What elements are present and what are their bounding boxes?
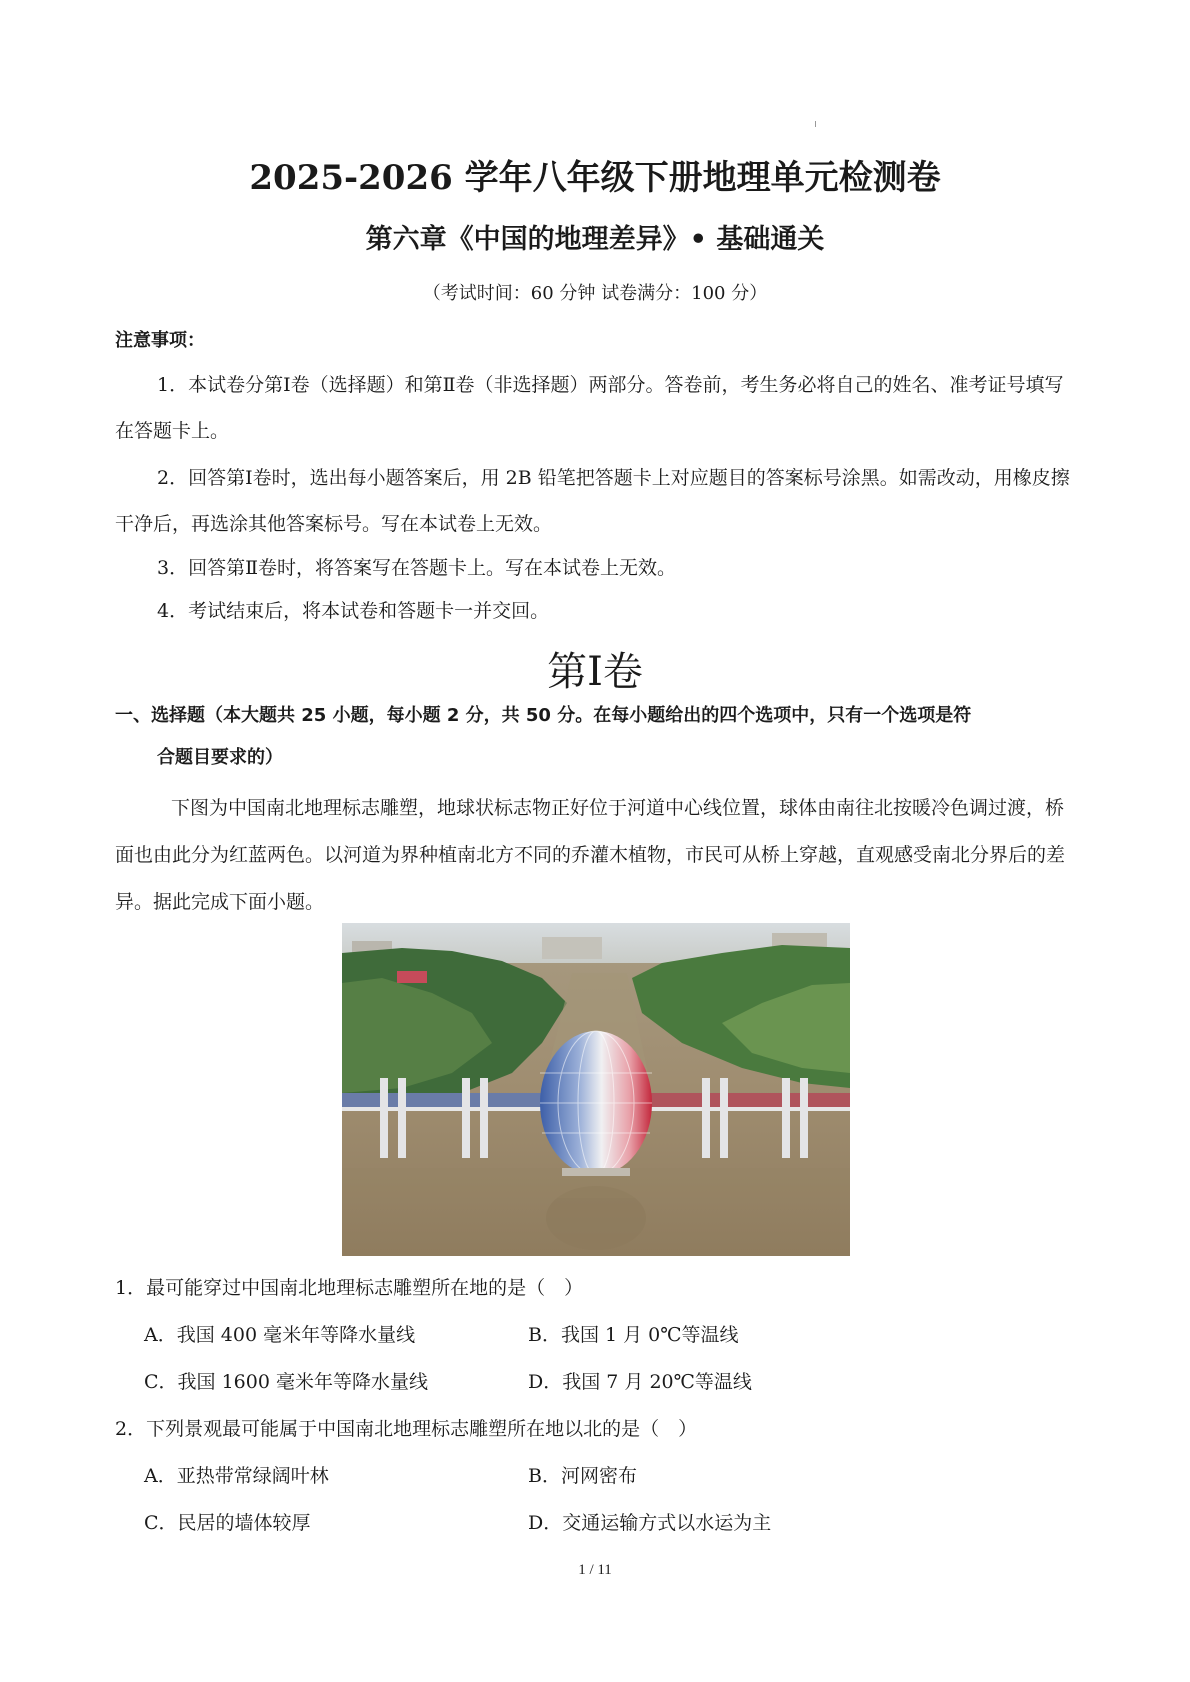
section-heading <box>115 695 1075 779</box>
question-1-stem: 1．最可能穿过中国南北地理标志雕塑所在地的是（ ） <box>115 1277 584 1299</box>
volume-title: 第Ⅰ卷 <box>547 649 643 694</box>
question-2-option-c[interactable]: C．民居的墙体较厚 <box>144 1512 311 1534</box>
print-mark <box>815 121 816 127</box>
page-number: 1 / 11 <box>578 1562 612 1578</box>
question-2-stem: 2．下列景观最可能属于中国南北地理标志雕塑所在地以北的是（ ） <box>115 1418 698 1440</box>
question-1-option-d[interactable]: D．我国 7 月 20℃等温线 <box>528 1371 752 1393</box>
material-paragraph: 下图为中国南北地理标志雕塑，地球状标志物正好位于河道中心线位置，球体由南往北按暖冷色调过渡，桥面也由此分为红蓝两色。以河道为界种植南北方不同的乔灌木植物，市民可从桥上穿越，直观感受南北分界后的差异。据此完成下面小题。 <box>115 797 1066 913</box>
section-heading-line2: 合题目要求的） <box>157 747 283 768</box>
question-2-option-d[interactable]: D．交通运输方式以水运为主 <box>528 1512 772 1534</box>
question-1-option-b[interactable]: B．我国 1 月 0℃等温线 <box>528 1324 739 1346</box>
chapter-subtitle: 第六章《中国的地理差异》• 基础通关 <box>365 224 825 255</box>
notice-item-2: 2．回答第Ⅰ卷时，选出每小题答案后，用 2B 铅笔把答题卡上对应题目的答案标号涂黑。如需改动，用橡皮擦干净后，再选涂其他答案标号。写在本试卷上无效。 <box>115 467 1070 535</box>
notice-item-3: 3．回答第Ⅱ卷时，将答案写在答题卡上。写在本试卷上无效。 <box>157 557 677 579</box>
section-heading-line1: 一、选择题（本大题共 25 小题，每小题 2 分，共 50 分。在每小题给出的四个选项中，只有一个选项是符 <box>115 705 972 726</box>
notice-item-4: 4．考试结束后，将本试卷和答题卡一并交回。 <box>157 600 550 622</box>
question-2-option-b[interactable]: B．河网密布 <box>528 1465 637 1487</box>
exam-title: 2025-2026 学年八年级下册地理单元检测卷 <box>249 158 941 198</box>
exam-time-score: （考试时间：60 分钟 试卷满分：100 分） <box>422 283 768 304</box>
notice-heading: 注意事项： <box>115 330 205 351</box>
question-1-option-a[interactable]: A．我国 400 毫米年等降水量线 <box>144 1324 416 1346</box>
notice-item-1: 1．本试卷分第Ⅰ卷（选择题）和第Ⅱ卷（非选择题）两部分。答卷前，考生务必将自己的姓名、准考证号填写在答题卡上。 <box>115 374 1064 442</box>
question-2-option-a[interactable]: A．亚热带常绿阔叶林 <box>144 1465 329 1487</box>
north-south-sculpture-photo <box>342 923 850 1256</box>
question-1-option-c[interactable]: C．我国 1600 毫米年等降水量线 <box>144 1371 428 1393</box>
